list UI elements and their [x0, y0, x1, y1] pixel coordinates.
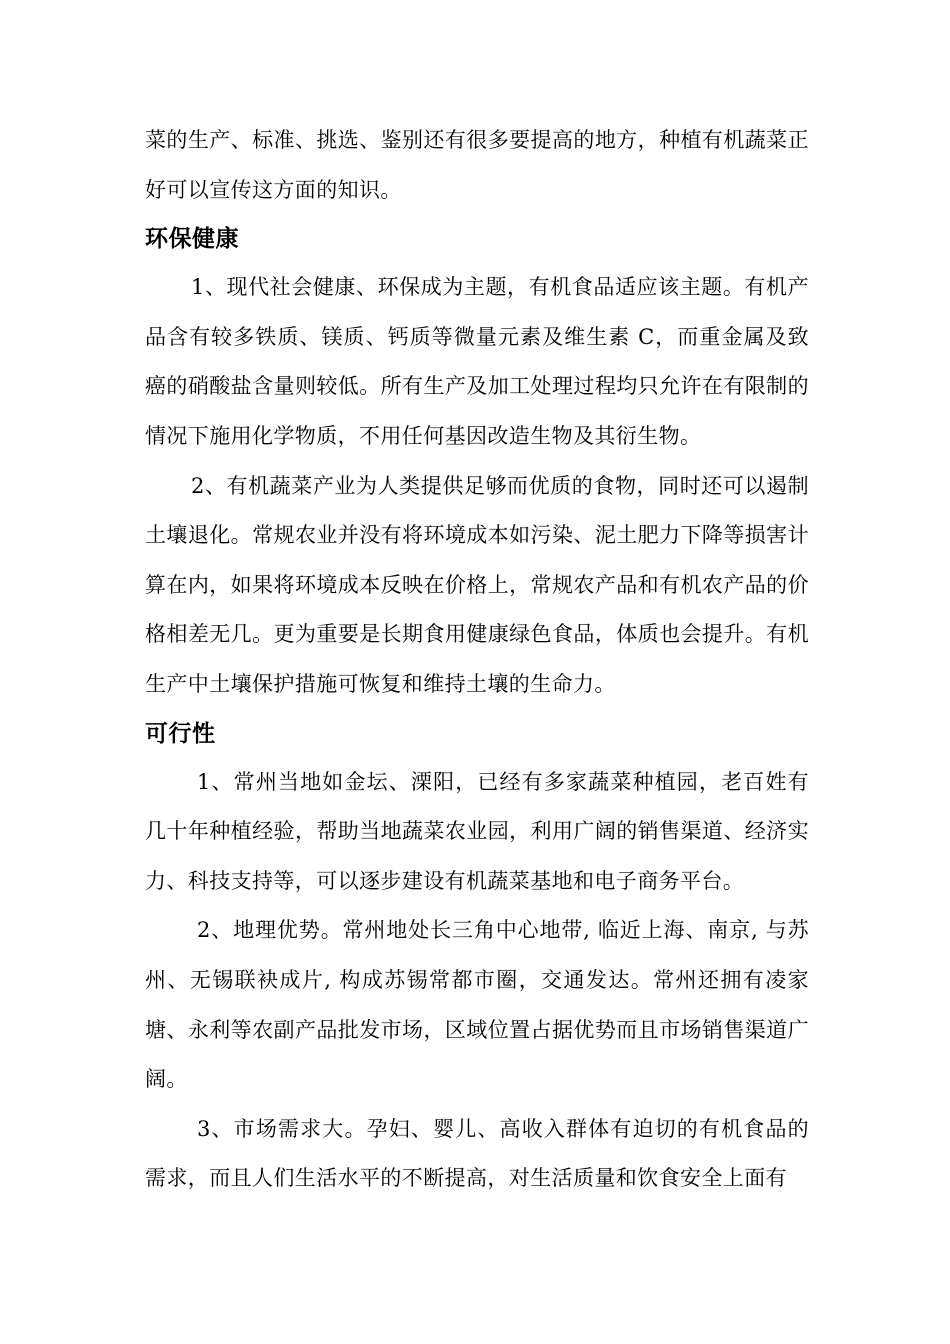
environment-health-paragraph-2: 2、有机蔬菜产业为人类提供足够而优质的食物，同时还可以遏制土壤退化。常规农业并没有将环境成本如污染、泥土肥力下降等损害计算在内，如果将环境成本反映在价格上，常规农产品和有机农产品的价格相差无几。更为重要是长期食用健康绿色食品，体质也会提升。有机生产中土壤保护措施可恢复和维持土壤的生命力。 — [145, 473, 809, 696]
feasibility-paragraph-2: 2、地理优势。常州地处长三角中心地带, 临近上海、南京, 与苏州、无锡联袂成片, 构成苏锡常都市圈，交通发达。常州还拥有凌家塘、永利等农副产品批发市场，区域位置占据优势而且市场销售渠道广阔。 — [145, 918, 809, 1092]
document-page — [145, 116, 809, 1204]
section-heading-environment-health: 环保健康 — [145, 226, 239, 253]
environment-health-paragraph-1: 1、现代社会健康、环保成为主题，有机食品适应该主题。有机产品含有较多铁质、镁质、钙质等微量元素及维生素 C，而重金属及致癌的硝酸盐含量则较低。所有生产及加工处理过程均只允许在有限制的情况下施用化学物质，不用任何基因改造生物及其衍生物。 — [145, 275, 809, 448]
section-heading-feasibility: 可行性 — [145, 720, 216, 747]
feasibility-paragraph-3: 3、市场需求大。孕妇、婴儿、高收入群体有迫切的有机食品的需求，而且人们生活水平的不断提高，对生活质量和饮食安全上面有 — [145, 1116, 809, 1191]
intro-paragraph: 菜的生产、标准、挑选、鉴别还有很多要提高的地方，种植有机蔬菜正好可以宣传这方面的知识。 — [145, 128, 809, 202]
feasibility-paragraph-1: 1、常州当地如金坛、溧阳，已经有多家蔬菜种植园，老百姓有几十年种植经验，帮助当地蔬菜农业园，利用广阔的销售渠道、经济实力、科技支持等，可以逐步建设有机蔬菜基地和电子商务平台。 — [145, 769, 809, 893]
